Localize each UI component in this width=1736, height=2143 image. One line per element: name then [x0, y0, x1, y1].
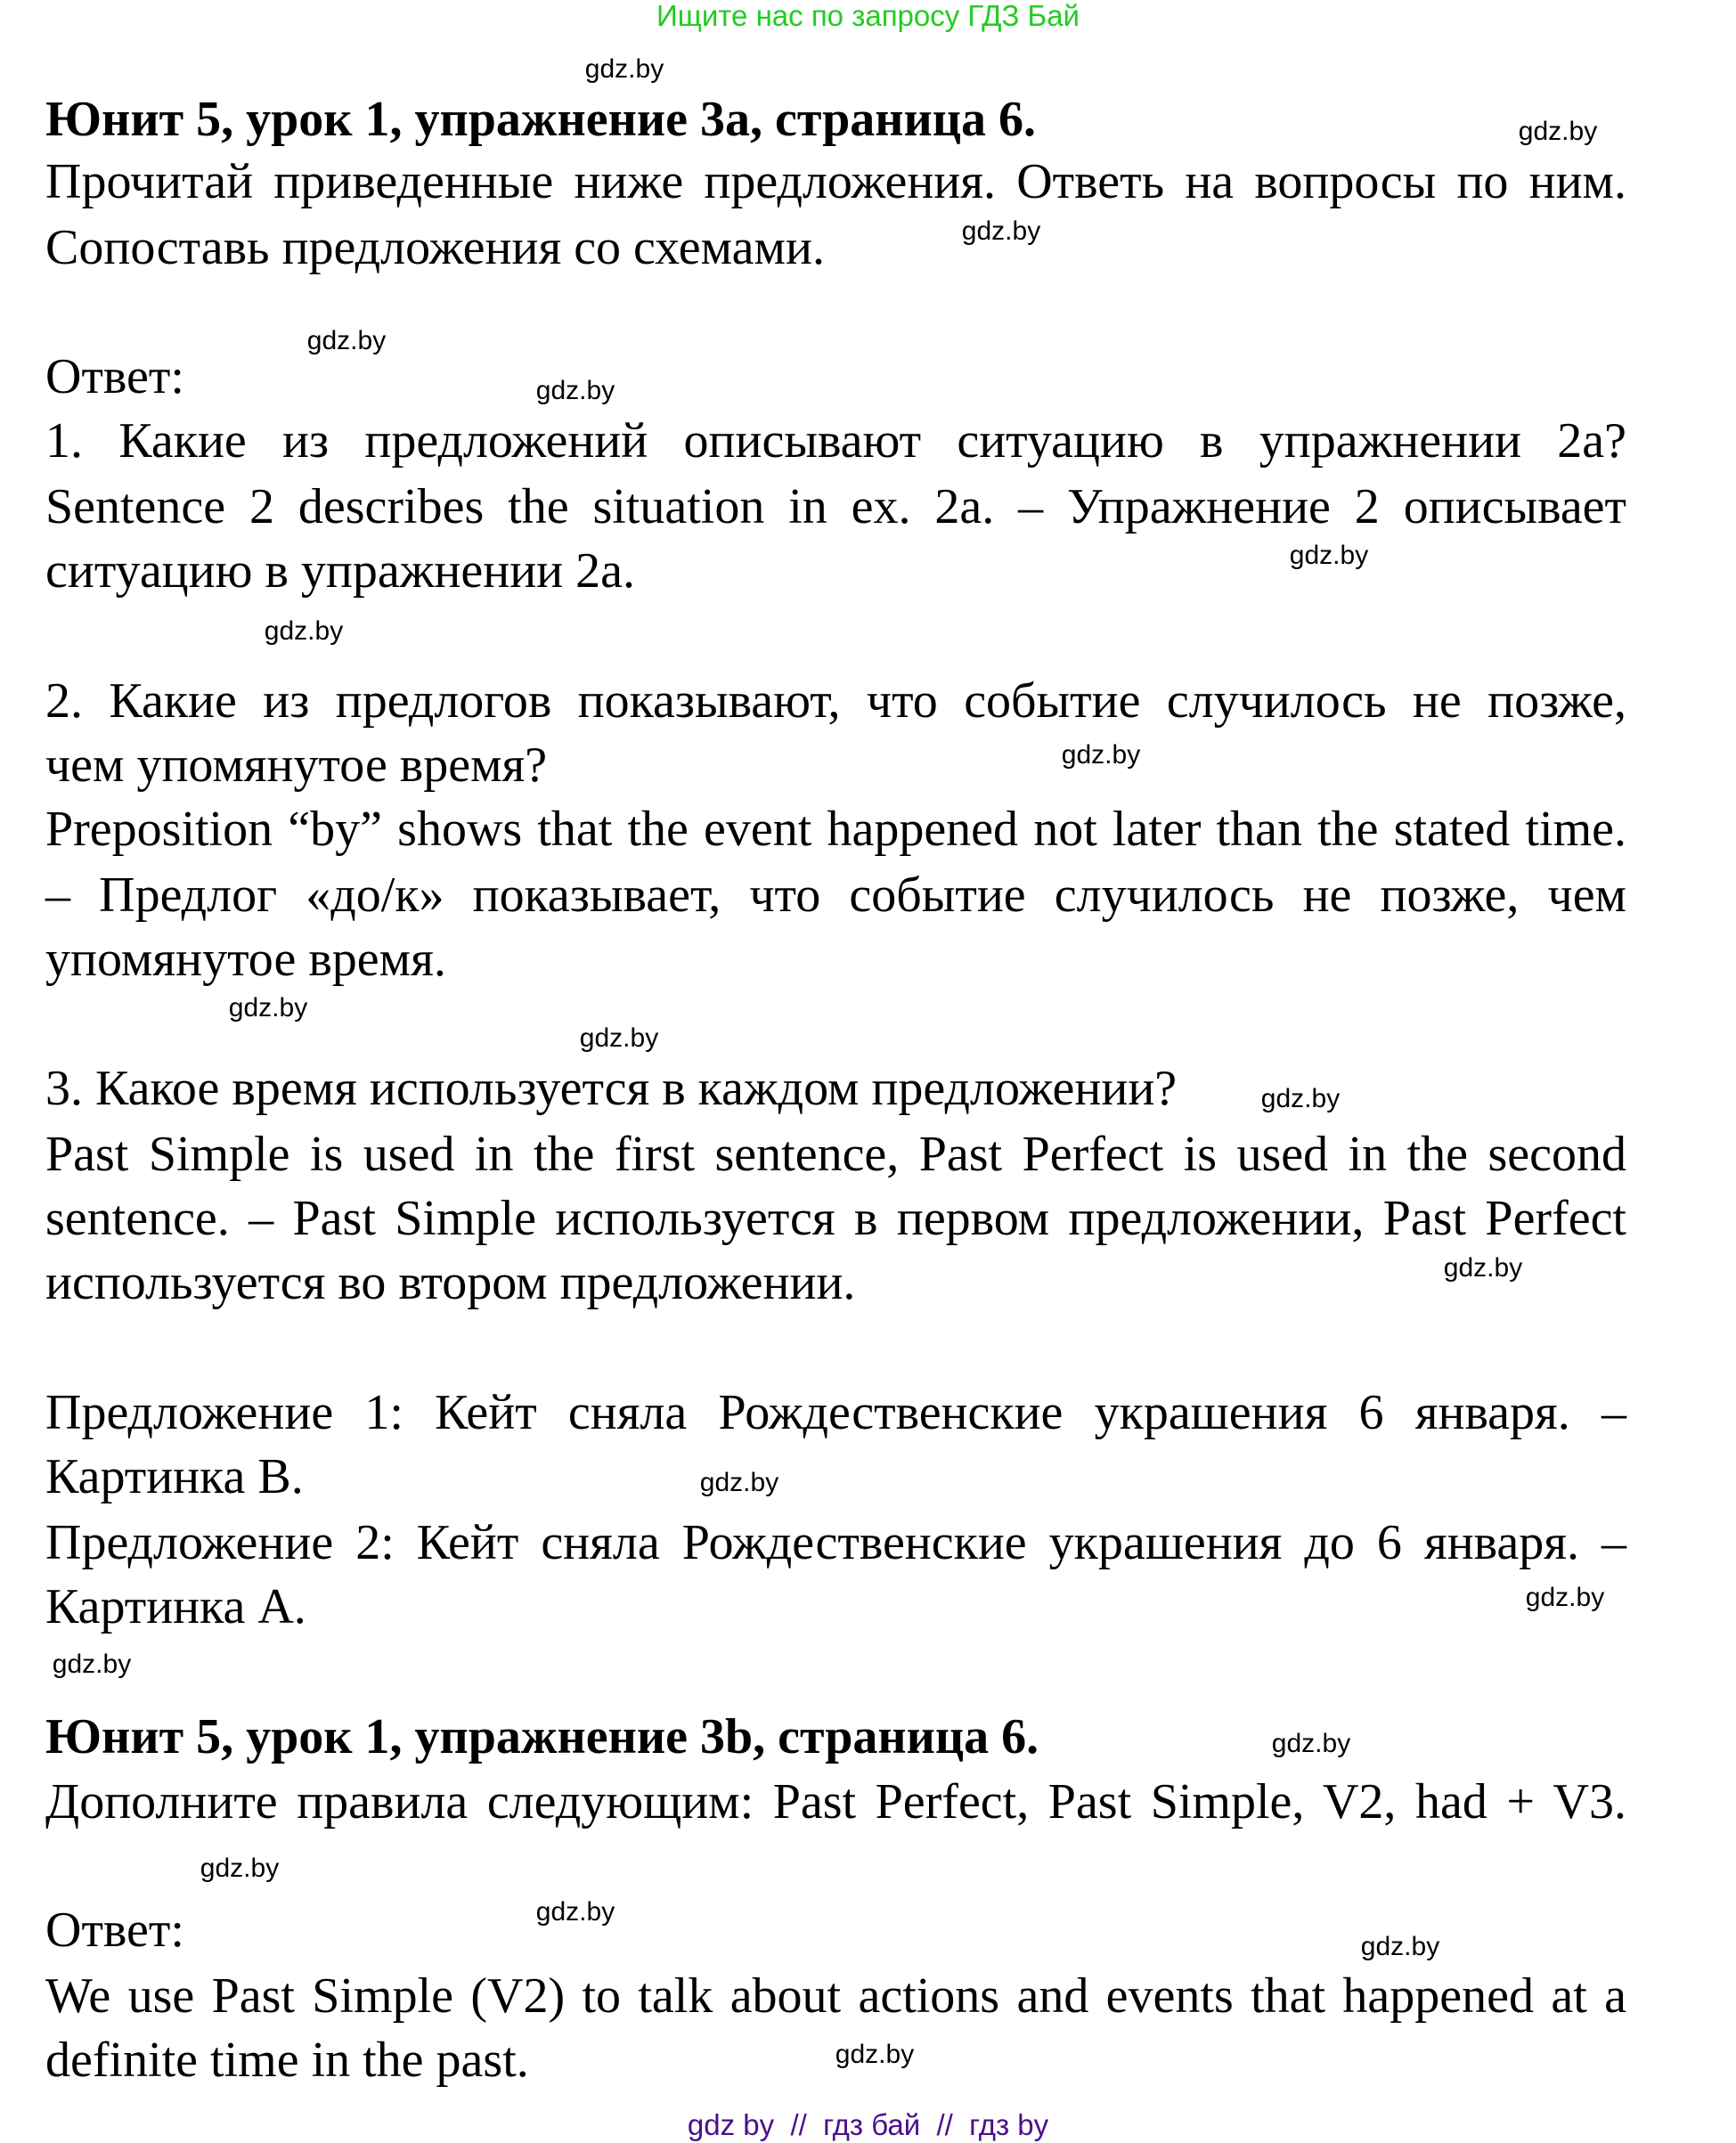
watermark: gdz.by — [835, 2040, 915, 2069]
answer-line: 2. Какие из предлогов показывают, что событие случилось не позже, — [45, 673, 1626, 729]
answer-line: – Предлог «до/к» показывает, что событие случилось не позже, чем — [45, 868, 1626, 923]
watermark: gdz.by — [1271, 1729, 1351, 1758]
answer-line: чем упомянутое время? — [45, 737, 548, 793]
watermark: gdz.by — [1289, 541, 1369, 570]
answer-line: Предложение 2: Кейт сняла Рождественские украшения до 6 января. – — [45, 1515, 1626, 1570]
answer-line: ситуацию в упражнении 2a. — [45, 543, 635, 599]
watermark: gdz.by — [264, 616, 344, 646]
watermark: gdz.by — [1518, 117, 1598, 146]
watermark: gdz.by — [1061, 740, 1141, 770]
answer-line: упомянутое время. — [45, 932, 446, 987]
watermark: gdz.by — [535, 376, 615, 405]
watermark: gdz.by — [200, 1854, 280, 1883]
answer-line: Предложение 1: Кейт сняла Рождественские украшения 6 января. – — [45, 1385, 1626, 1440]
watermark: gdz.by — [1443, 1253, 1523, 1283]
answer-label: Ответ: — [45, 1903, 184, 1958]
watermark: gdz.by — [1260, 1084, 1341, 1113]
answer-line: sentence. – Past Simple используется в первом предложении, Past Perfect — [45, 1191, 1626, 1246]
watermark: gdz.by — [535, 1897, 615, 1927]
footer-links: gdz by // гдз бай // гдз by — [687, 2108, 1049, 2141]
task-text: Дополните правила следующим: Past Perfect, Past Simple, V2, had + V3. — [45, 1774, 1626, 1829]
watermark: gdz.by — [584, 54, 664, 84]
watermark: gdz.by — [52, 1650, 132, 1679]
answer-line: Картинка B. — [45, 1449, 304, 1504]
watermark: gdz.by — [228, 993, 308, 1023]
watermark: gdz.by — [699, 1468, 779, 1497]
answer-line: 3. Какое время используется в каждом предложении? — [45, 1061, 1178, 1116]
task-text: Сопоставь предложения со схемами. — [45, 220, 825, 275]
watermark: gdz.by — [306, 326, 387, 355]
watermark: gdz.by — [579, 1023, 659, 1053]
watermark: gdz.by — [1360, 1932, 1440, 1961]
heading-3b: Юнит 5, урок 1, упражнение 3b, страница 6. — [45, 1709, 1039, 1764]
answer-line: Past Simple is used in the first sentence, Past Perfect is used in the second — [45, 1127, 1626, 1182]
answer-line: Sentence 2 describes the situation in ex. 2a. – Упражнение 2 описывает — [45, 479, 1626, 534]
answer-line: Картинка A. — [45, 1579, 306, 1634]
task-text: Прочитай приведенные ниже предложения. Ответь на вопросы по ним. — [45, 154, 1626, 209]
search-banner: Ищите нас по запросу ГДЗ Бай — [656, 0, 1080, 32]
heading-3a: Юнит 5, урок 1, упражнение 3a, страница 6. — [45, 92, 1037, 147]
watermark: gdz.by — [1525, 1583, 1605, 1612]
answer-line: Preposition “by” shows that the event happened not later than the stated time. — [45, 802, 1626, 857]
watermark: gdz.by — [961, 216, 1041, 246]
answer-line: 1. Какие из предложений описывают ситуацию в упражнении 2a? — [45, 413, 1626, 469]
answer-line: definite time in the past. — [45, 2033, 529, 2088]
answer-label: Ответ: — [45, 349, 184, 404]
answer-line: We use Past Simple (V2) to talk about actions and events that happened at a — [45, 1968, 1626, 2024]
answer-line: используется во втором предложении. — [45, 1255, 856, 1310]
